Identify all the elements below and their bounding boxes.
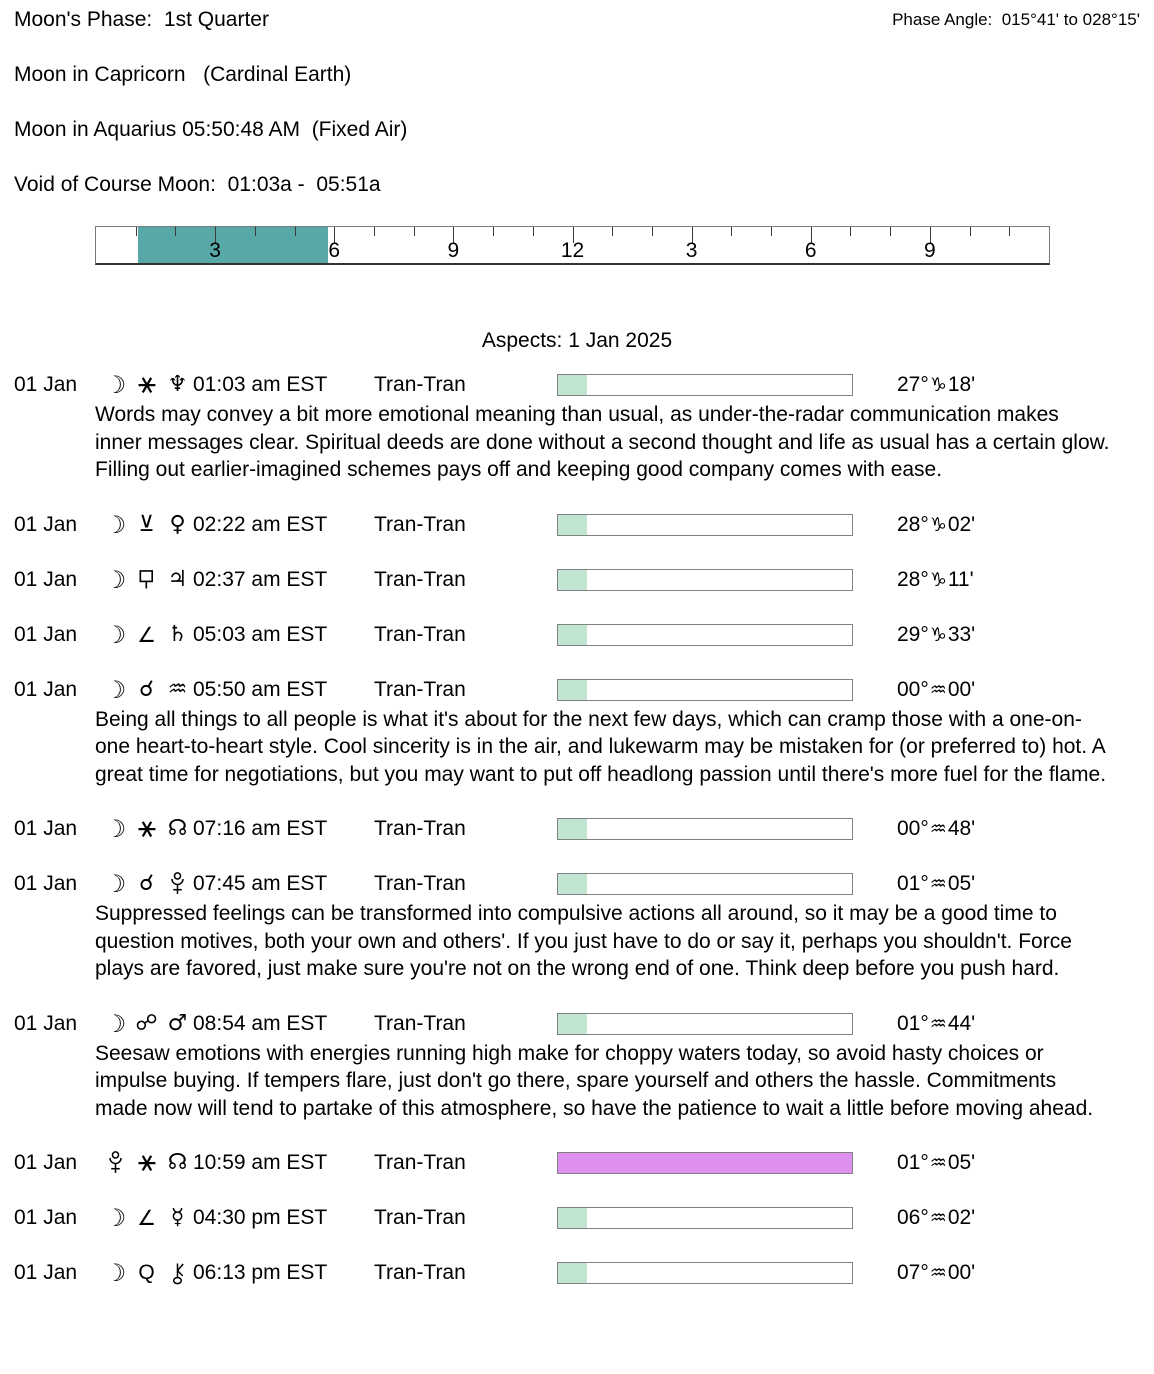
aspect-date: 01 Jan: [14, 1261, 78, 1284]
north-node-icon: ☊: [167, 1150, 188, 1175]
aspect-note: Seesaw emotions with energies running high make for choppy waters today, so avoid hasty choices or impulse buying. If tempers flare, just don't go there, spare yourself and others the hassle. Commitments made now will tend to partake of this atmosphere, so have the patience to wait a little before moving ahead.: [95, 1041, 1094, 1120]
hour-label: 9: [447, 239, 460, 262]
semisquare-icon: ∠: [137, 1206, 156, 1230]
moon-icon: ☽: [104, 815, 127, 843]
conjunction-icon: ☌: [139, 871, 154, 896]
hour-tick: [175, 227, 176, 236]
moon-ingress-line: Moon in Aquarius 05:50:48 AM (Fixed Air): [14, 118, 408, 141]
aspect-type: Tran-Tran: [374, 872, 466, 895]
moon-icon: ☽: [104, 1009, 127, 1038]
hour-tick: [850, 227, 851, 236]
aspect-date: 01 Jan: [14, 872, 78, 895]
phase-angle-line: Phase Angle: 015°41' to 028°15': [892, 10, 1140, 29]
hour-tick: [414, 227, 415, 236]
aspect-note: Being all things to all people is what it's about for the next few days, which can cramp those with a one-on-one heart-to-heart style. Cool sincerity is in the air, and lukewarm may be mistaken for (or preferred to) hot. A great time for negotiations, but you may want to put off headlong passion until there's more fuel for the flame.: [95, 707, 1107, 786]
position-minutes: 05': [947, 1151, 976, 1174]
aspect-row: [14, 566, 1140, 594]
neptune-icon: ♆: [167, 372, 188, 397]
orb-bar: [557, 569, 853, 591]
opposition-icon: ☍: [135, 1010, 158, 1036]
moon-icon: ☽: [104, 1259, 127, 1287]
capricorn-icon: ♑: [929, 374, 947, 396]
aspect-time: 10:59 am EST: [193, 1151, 328, 1174]
aspect-time: 06:13 pm EST: [193, 1261, 328, 1284]
moon-icon: ☽: [104, 565, 127, 594]
aspect-position: [897, 623, 975, 647]
orb-bar-fill: [558, 874, 587, 894]
hour-tick: [652, 227, 653, 236]
hour-tick: [136, 227, 137, 236]
aspect-position: [897, 1151, 975, 1175]
orb-bar-fill: [558, 515, 587, 535]
aspect-time: 01:03 am EST: [193, 373, 328, 396]
aspect-note: Suppressed feelings can be transformed into compulsive actions all around, so it may be a good time to question motives, both your own and others'. If you just have to do or say it, perhaps you shouldn't. Force plays are favored, just make sure you're not on the wrong end of one. Think deep before you push hard.: [95, 902, 1072, 980]
aspect-row: [14, 1010, 1140, 1038]
hour-label: 12: [560, 239, 585, 262]
position-degrees: 01°: [897, 1151, 929, 1174]
position-minutes: 11': [947, 567, 974, 591]
aspect-date: 01 Jan: [14, 567, 78, 591]
aspect-time: 04:30 pm EST: [193, 1206, 328, 1229]
moon-icon: ☽: [104, 620, 127, 649]
aspect-row: [14, 1204, 1140, 1232]
mercury-icon: ☿: [170, 1205, 185, 1230]
position-degrees: 28°: [897, 512, 929, 536]
position-degrees: 01°: [897, 872, 929, 895]
position-degrees: 00°: [897, 817, 929, 840]
aspect-row: [14, 870, 1140, 898]
north-node-icon: ☊: [167, 816, 188, 841]
position-minutes: 05': [947, 872, 976, 895]
orb-bar-fill: [558, 625, 587, 645]
quintile-icon: Q: [138, 1261, 155, 1284]
position-degrees: 07°: [897, 1261, 929, 1284]
position-degrees: 27°: [897, 373, 929, 396]
aspect-time: 02:22 am EST: [193, 512, 328, 536]
aspect-date: 01 Jan: [14, 817, 78, 840]
aspect-type: Tran-Tran: [374, 622, 466, 646]
aspect-position: [897, 373, 975, 397]
jupiter-icon: ♃: [167, 566, 188, 592]
hour-tick: [890, 227, 891, 236]
aspects-title: Aspects: 1 Jan 2025: [481, 329, 673, 352]
hour-tick: [493, 227, 494, 236]
moon-icon: ☽: [104, 371, 127, 399]
orb-bar-fill: [558, 1263, 587, 1283]
capricorn-icon: ♑: [929, 623, 947, 646]
hour-tick: [731, 227, 732, 236]
header: [14, 6, 1140, 265]
hour-label: 6: [328, 239, 341, 262]
position-degrees: 00°: [897, 677, 929, 701]
position-degrees: 28°: [897, 567, 929, 591]
orb-bar-fill: [558, 570, 587, 590]
chiron-icon: [162, 1260, 193, 1286]
position-minutes: 02': [947, 1206, 976, 1229]
aspect-position: [897, 568, 974, 592]
aspect-date: 01 Jan: [14, 512, 78, 536]
aspect-date: 01 Jan: [14, 1206, 78, 1229]
capricorn-icon: ♑: [929, 568, 947, 591]
capricorn-icon: ♑: [929, 513, 947, 536]
orb-bar: [557, 1152, 853, 1174]
semisquare-icon: ∠: [137, 622, 156, 647]
aspect-date: 01 Jan: [14, 1011, 78, 1035]
aspect-type: Tran-Tran: [374, 1151, 466, 1174]
aspect-type: Tran-Tran: [374, 677, 466, 701]
moon-icon: ☽: [104, 870, 127, 898]
hour-tick: [612, 227, 613, 236]
position-minutes: 00': [947, 1261, 976, 1284]
orb-bar: [557, 679, 853, 701]
venus-icon: ♀: [169, 511, 186, 537]
aspect-position: [897, 678, 975, 702]
aquarius-icon: ♒: [929, 1207, 947, 1229]
semisextile-icon: ⊻: [138, 511, 155, 537]
aspect-note: Words may convey a bit more emotional meaning than usual, as under-the-radar communication makes inner messages clear. Spiritual deeds are done without a second thought and life as usual has a certain glow. Filling out earlier-imagined schemes pays off and keeping good company comes with ease.: [95, 403, 1110, 481]
hour-label: 9: [924, 239, 936, 262]
aquarius-icon: ♒: [929, 1152, 947, 1174]
aspect-type: Tran-Tran: [374, 1011, 466, 1035]
voc-highlight: [138, 227, 329, 263]
conjunction-icon: ☌: [139, 676, 154, 702]
aquarius-icon: ♒: [929, 678, 947, 701]
aspect-time: 08:54 am EST: [193, 1011, 328, 1035]
void-of-course-line: Void of Course Moon: 01:03a - 05:51a: [14, 173, 381, 196]
aspect-date: 01 Jan: [14, 373, 78, 396]
moon-phase-line: Moon's Phase: 1st Quarter: [14, 8, 269, 31]
aspect-date: 01 Jan: [14, 622, 78, 646]
hour-tick: [533, 227, 534, 236]
aspect-row: [14, 621, 1140, 649]
sextile-icon: ∗: [131, 373, 163, 397]
orb-bar: [557, 1207, 853, 1229]
orb-bar: [557, 374, 853, 396]
aspect-type: Tran-Tran: [374, 373, 466, 396]
aspect-row: [14, 371, 1140, 399]
hour-tick: [771, 227, 772, 236]
orb-bar: [557, 873, 853, 895]
hour-label: 3: [209, 239, 221, 262]
position-minutes: 33': [947, 622, 976, 646]
aspect-type: Tran-Tran: [374, 1206, 466, 1229]
moon-icon: ☽: [104, 675, 127, 704]
moon-icon: ☽: [104, 1204, 127, 1232]
voc-ruler: [95, 226, 1050, 265]
hour-tick: [1009, 227, 1010, 236]
aspect-position: [897, 513, 975, 537]
aspect-row: [14, 1149, 1140, 1177]
aspect-time: 05:03 am EST: [193, 622, 328, 646]
pluto-icon: [100, 1150, 131, 1176]
orb-bar-fill: [558, 375, 587, 395]
aquarius-icon: ♒: [929, 1012, 947, 1035]
aquarius-icon: ♒: [929, 818, 947, 840]
sextile-icon: ∗: [131, 1151, 163, 1175]
orb-bar-fill: [558, 680, 587, 700]
position-degrees: 29°: [897, 622, 929, 646]
aspect-time: 05:50 am EST: [193, 677, 328, 701]
aspect-position: [897, 1012, 975, 1036]
aquarius-icon: ♒: [929, 1262, 947, 1284]
aspect-row: [14, 511, 1140, 539]
hour-tick: [374, 227, 375, 236]
hour-label: 6: [804, 239, 817, 262]
orb-bar: [557, 1013, 853, 1035]
hour-tick: [255, 227, 256, 236]
position-degrees: 06°: [897, 1206, 929, 1229]
aspect-date: 01 Jan: [14, 677, 78, 701]
aspect-date: 01 Jan: [14, 1151, 78, 1174]
position-minutes: 44': [947, 1011, 976, 1035]
orb-bar: [557, 514, 853, 536]
aspect-position: [897, 872, 975, 896]
hour-tick: [970, 227, 971, 236]
orb-bar: [557, 624, 853, 646]
aspect-row: [14, 815, 1140, 843]
sesquiquadrate-icon: [131, 567, 162, 592]
saturn-icon: ♄: [167, 621, 188, 647]
orb-bar-fill: [558, 1153, 852, 1173]
aquarius-icon: ♒: [929, 873, 947, 895]
orb-bar: [557, 818, 853, 840]
hour-tick: [295, 227, 296, 236]
aspect-time: 07:45 am EST: [193, 872, 328, 895]
hour-label: 3: [685, 239, 698, 262]
orb-bar-fill: [558, 1208, 587, 1228]
pluto-icon: [162, 871, 193, 897]
aspect-time: 07:16 am EST: [193, 817, 328, 840]
position-minutes: 18': [947, 373, 976, 396]
aspect-type: Tran-Tran: [374, 1261, 466, 1284]
position-minutes: 02': [947, 512, 976, 536]
moon-sign-line: Moon in Capricorn (Cardinal Earth): [14, 63, 352, 86]
aspect-position: [897, 1261, 975, 1285]
orb-bar-fill: [558, 819, 587, 839]
aspect-time: 02:37 am EST: [193, 567, 328, 591]
sextile-icon: ∗: [131, 817, 163, 841]
aspects-list: [14, 371, 1140, 1287]
position-degrees: 01°: [897, 1011, 929, 1035]
position-minutes: 00': [947, 677, 976, 701]
aquarius-icon: ♒: [167, 676, 188, 702]
position-minutes: 48': [947, 817, 976, 840]
aspect-type: Tran-Tran: [374, 567, 466, 591]
aspect-position: [897, 1206, 975, 1230]
aspect-row: [14, 1259, 1140, 1287]
orb-bar-fill: [558, 1014, 587, 1034]
aspect-type: Tran-Tran: [374, 512, 466, 536]
orb-bar: [557, 1262, 853, 1284]
aspect-row: [14, 676, 1140, 704]
aspect-type: Tran-Tran: [374, 817, 466, 840]
moon-icon: ☽: [104, 510, 127, 539]
mars-icon: ♂: [167, 1010, 188, 1036]
aspect-position: [897, 817, 975, 841]
